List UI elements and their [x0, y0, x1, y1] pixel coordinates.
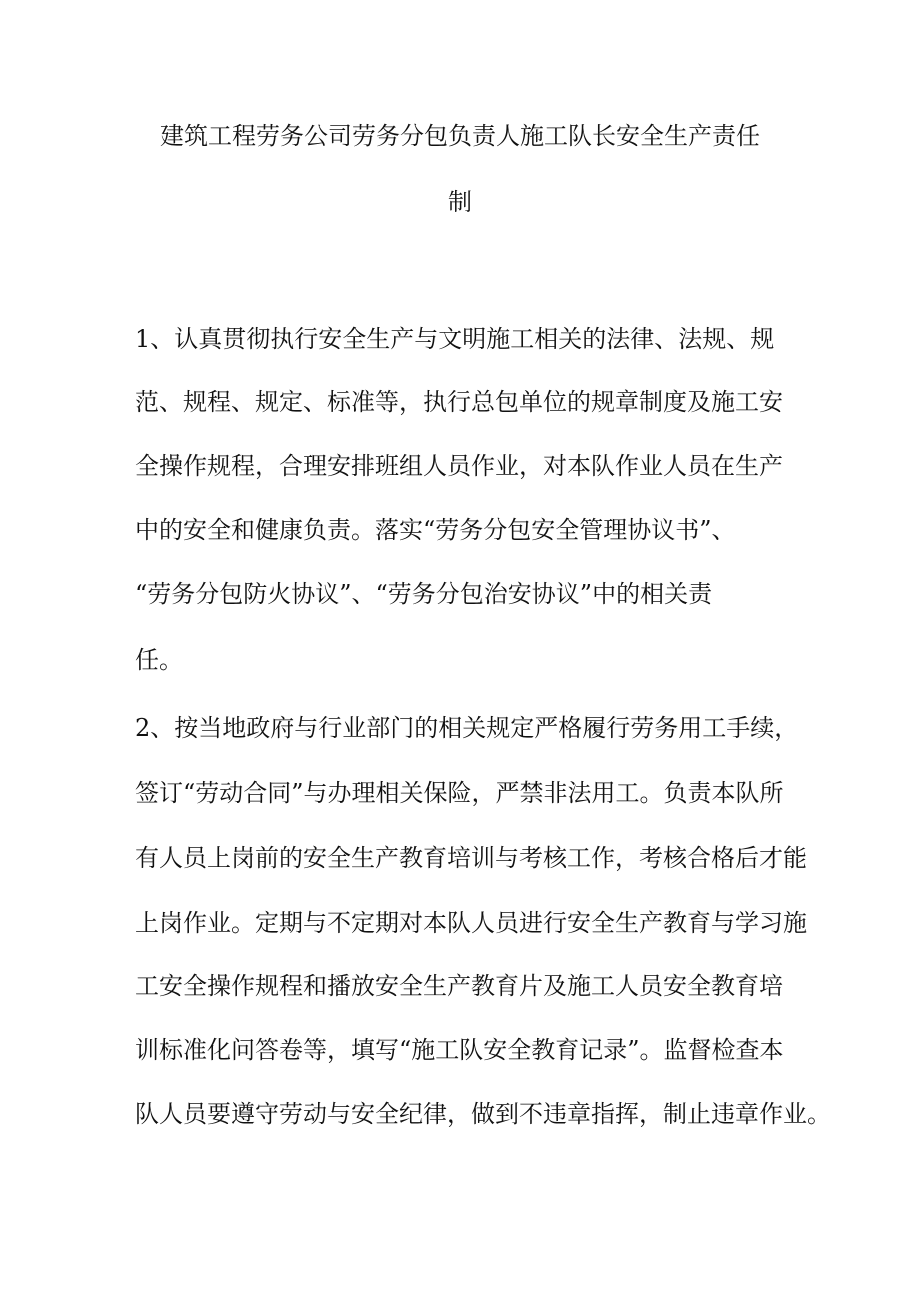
paragraph-line: 签订“劳动合同”与办理相关保险，严禁非法用工。负责本队所	[135, 779, 784, 807]
paragraph-line: 1、认真贯彻执行安全生产与文明施工相关的法律、法规、规	[135, 325, 775, 353]
paragraph-line: 工安全操作规程和播放安全生产教育片及施工人员安全教育培	[135, 972, 783, 1000]
document-title-line-1: 建筑工程劳务公司劳务分包负责人施工队长安全生产责任	[160, 122, 760, 150]
paragraph-line: 范、规程、规定、标准等，执行总包单位的规章制度及施工安	[135, 388, 783, 416]
paragraph-line: 任。	[135, 646, 183, 674]
paragraph-line: 中的安全和健康负责。落实“劳务分包安全管理协议书”、	[135, 516, 736, 544]
paragraph-line: 全操作规程，合理安排班组人员作业，对本队作业人员在生产	[135, 452, 783, 480]
paragraph-line: 训标准化问答卷等，填写“施工队安全教育记录”。监督检查本	[135, 1036, 784, 1064]
paragraph-line: 队人员要遵守劳动与安全纪律，做到不违章指挥，制止违章作业。	[135, 1100, 831, 1128]
paragraph-line: 2、按当地政府与行业部门的相关规定严格履行劳务用工手续，	[135, 714, 799, 742]
paragraph-line: 上岗作业。定期与不定期对本队人员进行安全生产教育与学习施	[135, 909, 807, 937]
paragraph-line: 有人员上岗前的安全生产教育培训与考核工作，考核合格后才能	[135, 844, 807, 872]
document-title-line-2: 制	[448, 188, 472, 216]
paragraph-line: “劳务分包防火协议”、“劳务分包治安协议”中的相关责	[135, 580, 713, 608]
